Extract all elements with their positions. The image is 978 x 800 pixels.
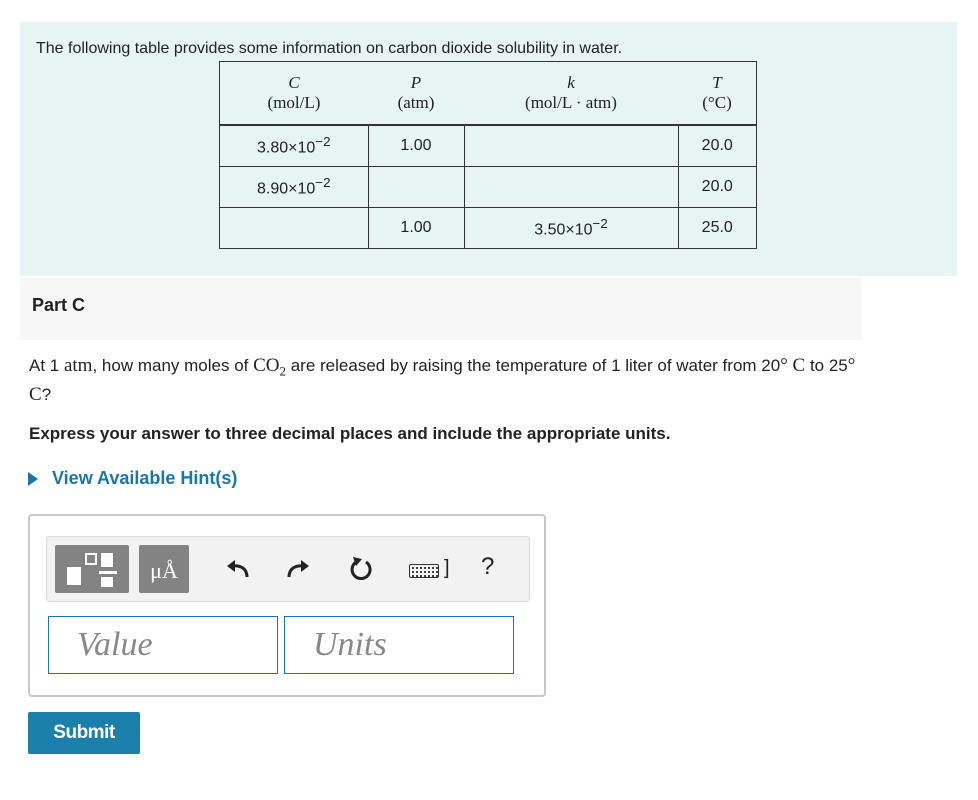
math-formula: CO bbox=[253, 355, 280, 376]
cell-exponent: −2 bbox=[592, 216, 608, 232]
cell-exponent: −2 bbox=[315, 134, 331, 150]
header-symbol: T bbox=[712, 73, 722, 92]
part-title: Part C bbox=[32, 295, 86, 315]
header-unit: (°C) bbox=[702, 93, 732, 112]
question-fragment: to 25 bbox=[805, 356, 848, 375]
submit-button[interactable]: Submit bbox=[28, 712, 140, 754]
math-subscript: 2 bbox=[279, 363, 286, 379]
cell-base: 3.50×10 bbox=[534, 221, 593, 239]
cell-exponent: −2 bbox=[315, 175, 331, 191]
header-t bbox=[678, 62, 757, 126]
math-unit: ° C bbox=[29, 355, 856, 406]
cell-c bbox=[220, 167, 369, 208]
reset-icon[interactable] bbox=[347, 553, 377, 585]
cell-p: 1.00 bbox=[368, 125, 464, 167]
intro-text: The following table provides some information on carbon dioxide solubility in water. bbox=[36, 40, 623, 57]
answer-box bbox=[28, 514, 546, 697]
part-header bbox=[20, 278, 861, 340]
units-input[interactable] bbox=[285, 617, 513, 673]
math-unit: ° C bbox=[780, 355, 806, 376]
undo-icon[interactable] bbox=[223, 553, 253, 585]
cell-base: 8.90×10 bbox=[257, 180, 316, 198]
templates-button[interactable] bbox=[55, 545, 129, 593]
view-hints-link[interactable] bbox=[28, 468, 237, 489]
cell-t: 20.0 bbox=[678, 167, 757, 208]
table-row bbox=[220, 167, 757, 208]
question-fragment: are released by raising the temperature of 1 liter of water from 20 bbox=[286, 356, 781, 375]
question-fragment: , how many moles of bbox=[92, 356, 254, 375]
header-unit: (mol/L) bbox=[267, 93, 321, 112]
header-unit: (atm) bbox=[397, 93, 435, 112]
question-text bbox=[29, 354, 859, 407]
header-p bbox=[368, 62, 464, 126]
header-symbol: k bbox=[567, 73, 575, 92]
header-k bbox=[464, 62, 678, 126]
math-toolbar bbox=[46, 536, 530, 602]
cell-t: 25.0 bbox=[678, 208, 757, 249]
cell-t: 20.0 bbox=[678, 125, 757, 167]
cell-p bbox=[368, 167, 464, 208]
instructions-text: Express your answer to three decimal places and include the appropriate units. bbox=[29, 424, 671, 443]
header-symbol: C bbox=[288, 73, 300, 92]
cell-c bbox=[220, 208, 369, 249]
header-symbol: P bbox=[410, 73, 422, 92]
math-unit: atm bbox=[63, 355, 93, 376]
units-button[interactable] bbox=[139, 545, 189, 593]
cell-k bbox=[464, 208, 678, 249]
redo-icon[interactable] bbox=[283, 553, 313, 585]
keyboard-toggle[interactable]: ] bbox=[444, 557, 450, 579]
cell-p: 1.00 bbox=[368, 208, 464, 249]
cell-c bbox=[220, 125, 369, 167]
table-row bbox=[220, 208, 757, 249]
units-field bbox=[284, 616, 514, 674]
solubility-table bbox=[219, 61, 757, 249]
header-c bbox=[220, 62, 369, 126]
intro-panel bbox=[20, 22, 957, 276]
cell-k bbox=[464, 167, 678, 208]
caret-right-icon bbox=[28, 472, 38, 486]
units-icon: μÅ bbox=[150, 558, 178, 583]
header-unit: (mol/L · atm) bbox=[525, 93, 617, 112]
cell-base: 3.80×10 bbox=[257, 139, 316, 157]
help-icon[interactable]: ? bbox=[481, 553, 495, 580]
value-input[interactable] bbox=[49, 617, 277, 673]
value-field bbox=[48, 616, 278, 674]
question-fragment: At 1 bbox=[29, 356, 64, 375]
table-row bbox=[220, 125, 757, 167]
keyboard-icon[interactable] bbox=[409, 564, 439, 578]
hint-label: View Available Hint(s) bbox=[52, 468, 238, 488]
cell-k bbox=[464, 125, 678, 167]
question-fragment: ? bbox=[41, 385, 52, 405]
